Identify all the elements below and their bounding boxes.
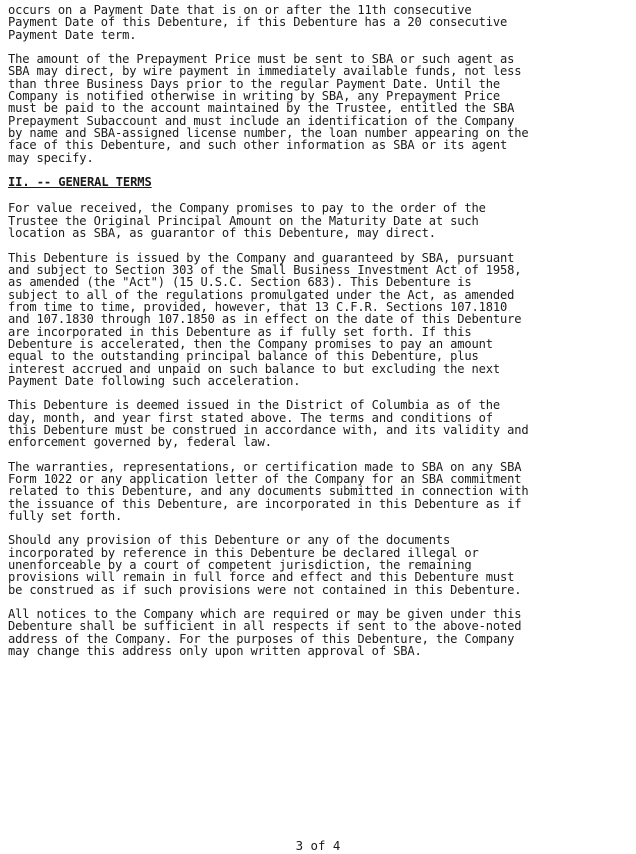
paragraph-warranties: The warranties, representations, or certification made to SBA on any SBA Form 1022 or any application letter of the Company for an SBA commitment related to this Debenture, and any documents submitted in connection with the issuance of this Debenture, are incorporated in this Debenture as if fully set forth. xyxy=(8,459,529,524)
paragraph-jurisdiction: This Debenture is deemed issued in the District of Columbia as of the day, month, and year first stated above. The terms and conditions of this Debenture must be construed in accordance with, and its validity and enforcement governed by, federal law. xyxy=(8,398,529,450)
paragraph-notices: All notices to the Company which are required or may be given under this Debenture shall be sufficient in all respects if sent to the above-noted address of the Company. For the purposes of this Debenture, the Company may change this address only upon written approval of SBA. xyxy=(8,607,522,659)
section-heading-general-terms: II. -- GENERAL TERMS xyxy=(8,175,152,190)
document-page xyxy=(8,4,634,669)
paragraph-issuance: This Debenture is issued by the Company and guaranteed by SBA, pursuant and subject to Section 303 of the Small Business Investment Act of 1958, as amended (the "Act") (15 U.S.C. Section 683). This Debenture is subject to all of the regulations promulgated under the Act, as amended from time to time, provided, however, that 13 C.F.R. Sections 107.1810 and 107.1830 through 107.1850 as in effect on the date of this Debenture are incorporated in this Debenture as if fully set forth. If this Debenture is accelerated, then the Company promises to pay an amount equal to the outstanding principal balance of this Debenture, plus interest accrued and unpaid on such balance to but excluding the next Payment Date following such acceleration. xyxy=(8,250,522,388)
paragraph-prepayment-price: The amount of the Prepayment Price must be sent to SBA or such agent as SBA may direct, by wire payment in immediately available funds, not less than three Business Days prior to the regular Payment Date. Until the Company is notified otherwise in writing by SBA, any Prepayment Price must be paid to the account maintained by the Trustee, entitled the SBA Prepayment Subaccount and must include an identification of the Company by name and SBA-assigned license number, the loan number appearing on the face of this Debenture, and such other information as SBA or its agent may specify. xyxy=(8,52,529,165)
paragraph-prepayment-term: occurs on a Payment Date that is on or after the 11th consecutive Payment Date of this Debenture, if this Debenture has a 20 consecutive Payment Date term. xyxy=(8,3,508,42)
paragraph-severability: Should any provision of this Debenture or any of the documents incorporated by reference in this Debenture be declared illegal or unenforceable by a court of competent jurisdiction, the remaining provisions will remain in full force and effect and this Debenture must be construed as if such provisions were not contained in this Debenture. xyxy=(8,533,522,597)
paragraph-value-received: For value received, the Company promises to pay to the order of the Trustee the Original Principal Amount on the Maturity Date at such location as SBA, as guarantor of this Debenture, may direct. xyxy=(8,201,486,241)
page-number: 3 of 4 xyxy=(295,838,341,853)
